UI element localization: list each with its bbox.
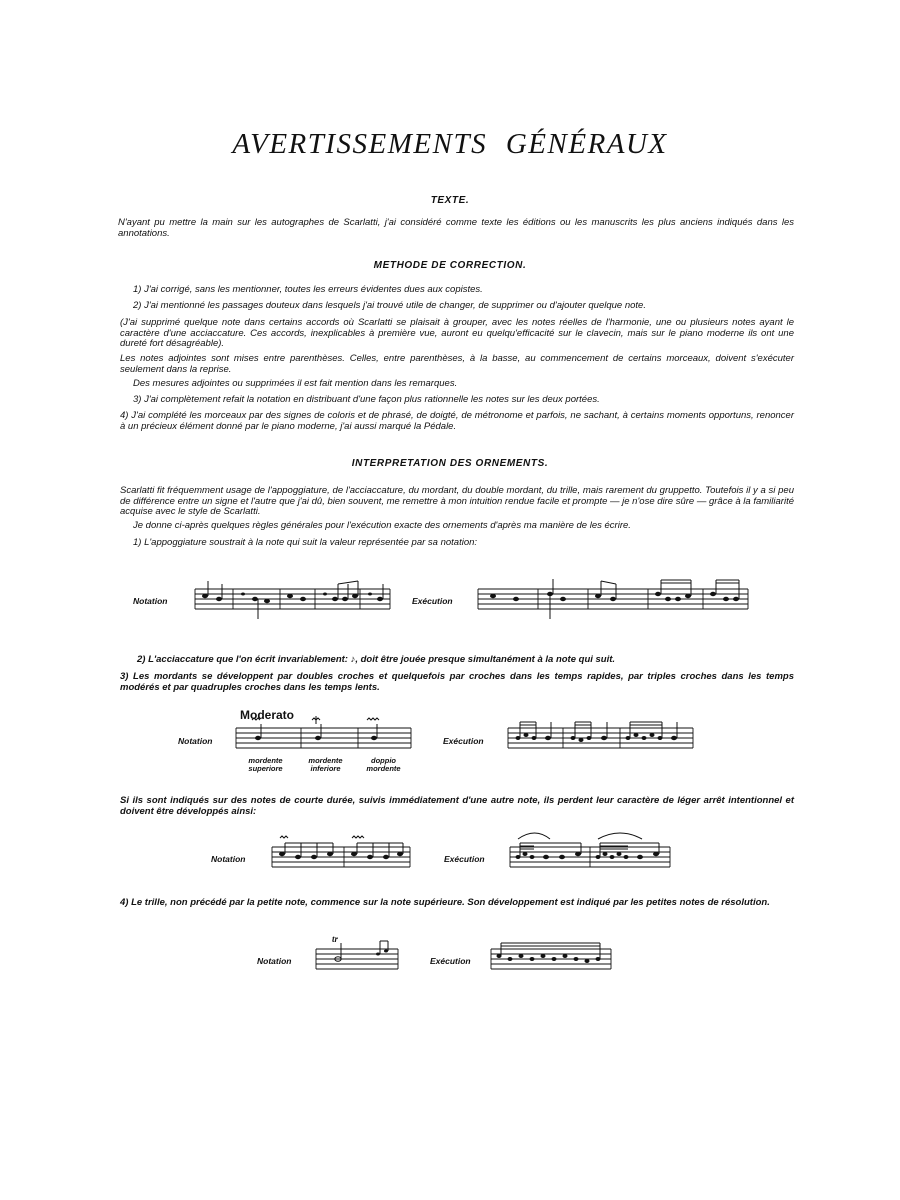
caption-doppio-mordente: doppio mordente — [366, 756, 401, 773]
rule-mordants: 3) Les mordants se développent par doubles croches et quelquefois par croches dans les temps rapides, par triples croches dans les temps modérés et par quadruples croches dans les temps lents. — [120, 671, 794, 693]
example1-execution-staff — [478, 585, 753, 625]
page-title: AVERTISSEMENTS GÉNÉRAUX — [232, 128, 668, 160]
caption-mordente-superiore: mordente superiore — [248, 756, 283, 773]
methode-item-3: 3) J'ai complètement refait la notation en distribuant d'une façon plus rationnelle les notes sur les deux portées. — [133, 394, 600, 405]
trill-sign: tr — [332, 934, 339, 944]
caption-mordente-inferiore: mordente inferiore — [308, 756, 343, 773]
methode-added-bars: Des mesures adjointes ou supprimées il est fait mention dans les remarques. — [133, 378, 458, 389]
example2-execution-label: Exécution — [443, 736, 484, 746]
heading-methode: METHODE DE CORRECTION. — [373, 260, 527, 271]
heading-texte: TEXTE. — [430, 195, 470, 206]
methode-item-1: 1) J'ai corrigé, sans les mentionner, toutes les erreurs évidentes dues aux copistes. — [133, 284, 483, 295]
example4-notation-staff — [316, 934, 406, 981]
rule-appoggiature: 1) L'appoggiature soustrait à la note qui suit la valeur représentée par sa notation: — [133, 537, 478, 548]
paragraph-texte: N'ayant pu mettre la main sur les autographes de Scarlatti, j'ai considéré comme texte les éditions ou les manuscrits les plus anciens indiqués dans les annotations. — [118, 217, 794, 239]
example3-notation-staff — [272, 843, 417, 879]
interpretation-rules-intro: Je donne ci-après quelques règles générales pour l'exécution exacte des ornements d'après ma manière de les écrire. — [133, 520, 631, 531]
rule-trill: 4) Le trille, non précédé par la petite note, commence sur la note supérieure. Son développement est indiqué par les petites notes de résolution. — [120, 897, 770, 908]
methode-note-chords: (J'ai supprimé quelque note dans certains accords où Scarlatti se plaisait à grouper, avec les notes réelles de l'harmonie, une ou plusieurs notes ayant le caractère d'une acciaccature. Ces accords, inexplicables à première vue, auront eu quelqu'efficacité sur le clavecin, mais sur le piano moderne ils ont une dureté fort désagréable). — [120, 317, 794, 349]
example2-notation-label: Notation — [178, 736, 213, 746]
rule-acciaccature: 2) L'acciaccature que l'on écrit invariablement: ♪, doit être jouée presque simultanément à la note qui suit. — [137, 654, 616, 665]
example1-notation-label: Notation — [133, 596, 168, 606]
example2-notation-staff — [236, 724, 416, 760]
example4-notation-label: Notation — [257, 956, 292, 966]
example4-execution-staff — [491, 945, 616, 981]
example3-execution-label: Exécution — [444, 854, 485, 864]
example3-execution-staff — [510, 843, 675, 879]
rule-short-notes: Si ils sont indiqués sur des notes de courte durée, suivis immédiatement d'une autre note, ils perdent leur caractère de léger arrêt intentionnel et doivent être développés ainsi: — [120, 795, 794, 817]
methode-added-notes: Les notes adjointes sont mises entre parenthèses. Celles, entre parenthèses, à la basse, au commencement de certains morceaux, doivent s'exécuter seulement dans la reprise. — [120, 353, 794, 375]
interpretation-intro: Scarlatti fit fréquemment usage de l'appoggiature, de l'acciaccature, du mordant, du double mordant, du trille, mais rarement du gruppetto. Toutefois il y a si peu de différence entre un signe et l'autre que j'ai dû, bien souvent, me remettre à mon intuition rendue facile et prompte — je n'ose dire sûre — grâce à la familiarité acquise avec le style de Scarlatti. — [120, 485, 794, 517]
heading-interpretation: INTERPRETATION DES ORNEMENTS. — [351, 458, 549, 469]
example4-execution-label: Exécution — [430, 956, 471, 966]
example2-execution-staff — [508, 724, 698, 760]
example3-notation-label: Notation — [211, 854, 246, 864]
tempo-marking: Moderato — [240, 708, 294, 722]
example1-notation-staff — [195, 585, 395, 625]
example1-execution-label: Exécution — [412, 596, 453, 606]
methode-item-2: 2) J'ai mentionné les passages douteux dans lesquels j'ai trouvé utile de changer, de supprimer ou d'ajouter quelque note. — [133, 300, 646, 311]
methode-item-4: 4) J'ai complété les morceaux par des signes de coloris et de phrasé, de doigté, de métronome et parfois, ne sachant, à certains moments opportuns, renoncer à un précieux élément donné par le piano moderne, j'ai aussi marqué la Pédale. — [120, 410, 794, 432]
